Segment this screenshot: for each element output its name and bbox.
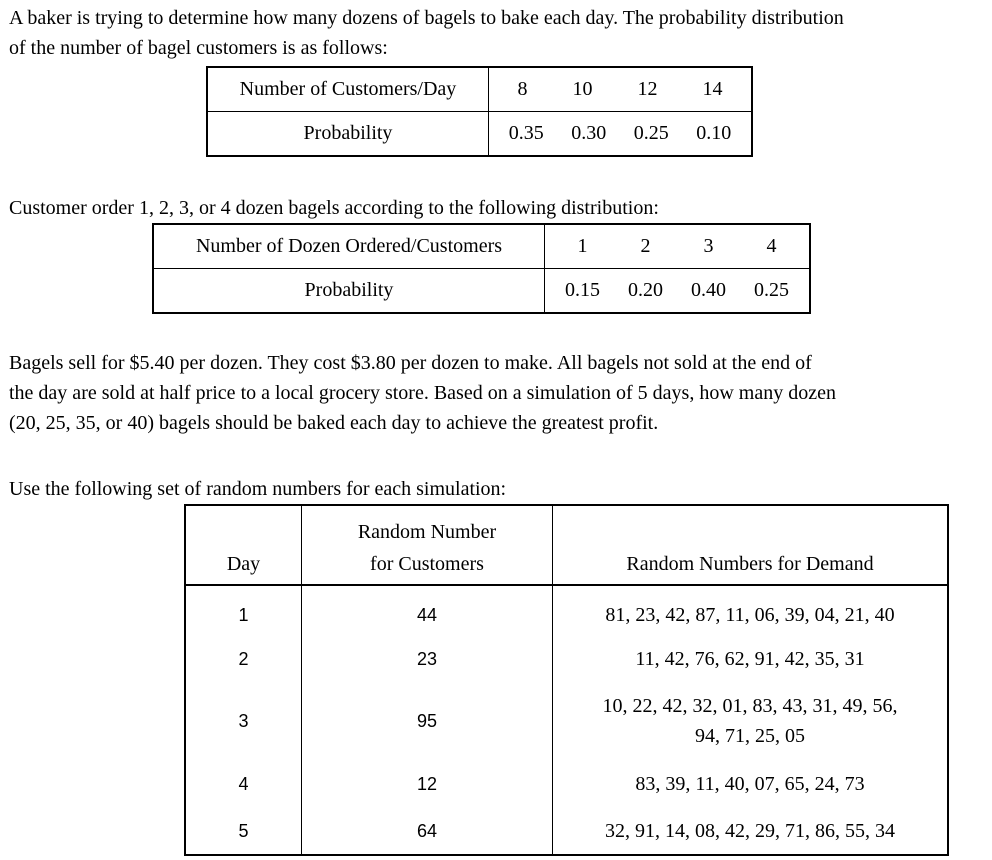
dozen-value: 1 [577, 235, 588, 257]
customers-value: 14 [702, 78, 723, 100]
customer-random-cell: 23 [302, 637, 553, 681]
price-line-2: the day are sold at half price to a local grocery store. Based on a simulation of 5 days, how many dozen [9, 382, 836, 404]
intro-paragraph [9, 3, 844, 63]
customers-probability: 0.30 [571, 122, 607, 144]
customers-prob-row [207, 112, 752, 157]
table-row [185, 681, 948, 761]
customers-label-cell: Number of Customers/Day [207, 67, 489, 112]
customers-probability: 0.10 [696, 122, 732, 144]
dozen-value: 2 [640, 235, 651, 257]
customer-random-cell: 95 [302, 681, 553, 761]
day-cell: 5 [185, 807, 302, 855]
price-paragraph [9, 348, 836, 438]
customers-values-row [207, 67, 752, 112]
dozen-prob-row [153, 269, 810, 314]
dozen-probability: 0.20 [628, 279, 663, 301]
dozen-value: 3 [703, 235, 714, 257]
dozen-values-row [153, 224, 810, 269]
customers-distribution-table [206, 66, 753, 157]
header-day: Day [185, 505, 302, 585]
dozen-values-cell [545, 224, 811, 269]
dozen-prob-label-cell: Probability [153, 269, 545, 314]
demand-line-2: 94, 71, 25, 05 [695, 725, 805, 747]
customers-value: 10 [572, 78, 593, 100]
demand-random-cell: 11, 42, 76, 62, 91, 42, 35, 31 [553, 637, 949, 681]
intro-line-1: A baker is trying to determine how many dozens of bagels to bake each day. The probability distribution [9, 7, 844, 29]
customer-random-cell: 12 [302, 761, 553, 807]
customer-random-cell: 64 [302, 807, 553, 855]
table-row [185, 761, 948, 807]
day-cell: 2 [185, 637, 302, 681]
header-demand: Random Numbers for Demand [553, 505, 949, 585]
day-cell: 3 [185, 681, 302, 761]
customers-prob-label-cell: Probability [207, 112, 489, 157]
price-line-3: (20, 25, 35, or 40) bagels should be baked each day to achieve the greatest profit. [9, 412, 659, 434]
demand-random-cell: 83, 39, 11, 40, 07, 65, 24, 73 [553, 761, 949, 807]
header-random-line-2: for Customers [370, 553, 484, 575]
intro-line-2: of the number of bagel customers is as follows: [9, 37, 388, 59]
price-line-1: Bagels sell for $5.40 per dozen. They cost $3.80 per dozen to make. All bagels not sold at the end of [9, 352, 812, 374]
table-row [185, 807, 948, 855]
dozen-probability: 0.40 [691, 279, 726, 301]
dozen-probability: 0.15 [565, 279, 600, 301]
demand-random-cell: 32, 91, 14, 08, 42, 29, 71, 86, 55, 34 [553, 807, 949, 855]
customers-values-cell [489, 67, 753, 112]
header-random-line-1: Random Number [357, 521, 497, 543]
random-paragraph: Use the following set of random numbers for each simulation: [9, 478, 507, 500]
table-row [185, 637, 948, 681]
customer-random-cell: 44 [302, 585, 553, 637]
customers-value: 12 [637, 78, 658, 100]
order-paragraph: Customer order 1, 2, 3, or 4 dozen bagels according to the following distribution: [9, 197, 659, 219]
dozen-distribution-table [152, 223, 811, 314]
demand-random-cell: 81, 23, 42, 87, 11, 06, 39, 04, 21, 40 [553, 585, 949, 637]
dozen-prob-cell [545, 269, 811, 314]
day-cell: 1 [185, 585, 302, 637]
dozen-label-cell: Number of Dozen Ordered/Customers [153, 224, 545, 269]
random-numbers-table [184, 504, 949, 856]
random-header-row [185, 505, 948, 585]
customers-value: 8 [517, 78, 528, 100]
customers-probability: 0.25 [633, 122, 669, 144]
demand-line-1: 10, 22, 42, 32, 01, 83, 43, 31, 49, 56, [602, 695, 898, 717]
demand-random-cell [553, 681, 949, 761]
customers-probability: 0.35 [508, 122, 544, 144]
customers-prob-cell [489, 112, 753, 157]
dozen-value: 4 [766, 235, 777, 257]
table-row [185, 585, 948, 637]
dozen-probability: 0.25 [754, 279, 789, 301]
day-cell: 4 [185, 761, 302, 807]
header-random-customers [302, 505, 553, 585]
